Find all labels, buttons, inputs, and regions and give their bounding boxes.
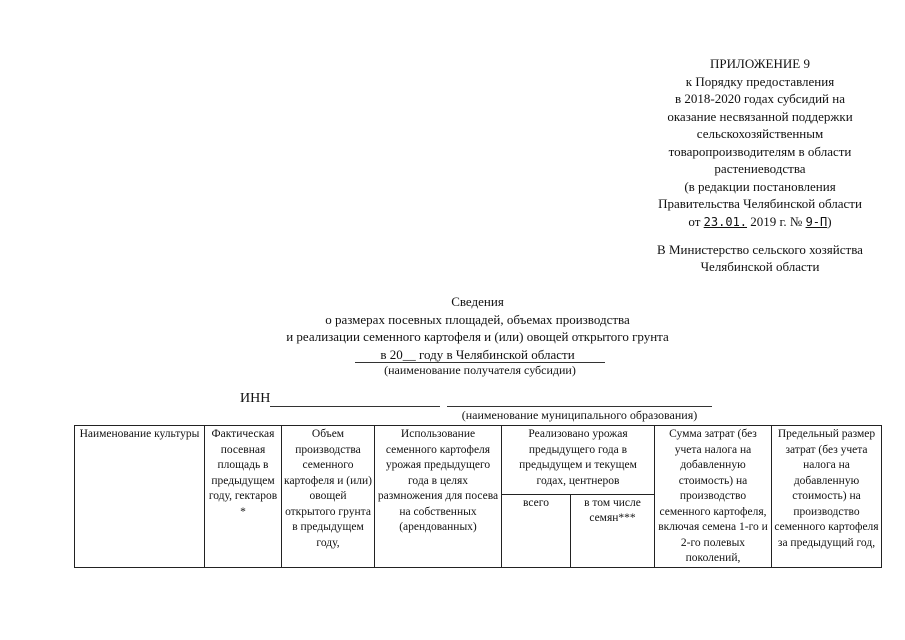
appendix-date-line — [600, 213, 905, 232]
inn-label: ИНН — [240, 391, 271, 406]
data-table — [74, 425, 882, 568]
appendix-line: оказание несвязанной поддержки — [667, 108, 853, 124]
title-line: и реализации семенного картофеля и (или) овощей открытого грунта — [286, 329, 669, 344]
resolution-number: 9-П — [805, 214, 828, 229]
appendix-line: товаропроизводителям в области — [668, 143, 852, 159]
table-header-row — [75, 426, 882, 495]
title-line: о размерах посевных площадей, объемах производства — [325, 311, 630, 327]
header-sold: Реализовано урожая предыдущего года в предыдущем и текущем годах, центнеров — [502, 426, 655, 495]
date-middle: 2019 г. № — [750, 213, 803, 229]
header-volume: Объем производства семенного картофеля и (или) овощей открытого грунта в предыдущем году, — [282, 426, 375, 568]
recipient-label: (наименование получателя субсидии) — [355, 362, 605, 378]
header-sold-total: всего — [502, 494, 571, 567]
document-title — [200, 293, 755, 363]
appendix-line: к Порядку предоставления — [685, 73, 835, 89]
addressee-line: Челябинской области — [700, 259, 820, 274]
appendix-block — [600, 55, 905, 231]
header-usage: Использование семенного картофеля урожая предыдущего года в целях размножения для посева на собственных (арендованных) — [375, 426, 502, 568]
inn-row — [240, 391, 440, 407]
appendix-line: сельскохозяйственным — [696, 126, 824, 141]
appendix-line: Правительства Челябинской области — [658, 196, 862, 211]
appendix-line: (в редакции постановления — [684, 178, 836, 194]
addressee-block — [600, 241, 905, 275]
header-sold-seeds: в том числе семян*** — [571, 494, 655, 567]
header-max-costs: Предельный размер затрат (без учета налога на добавленную стоимость) на производство семенного картофеля за предыдущий год, — [772, 426, 882, 568]
header-costs: Сумма затрат (без учета налога на добавленную стоимость) на производство семенного картофеля, включая семена 1-го и 2-го полевых поколений, — [655, 426, 772, 568]
header-culture: Наименование культуры — [75, 426, 205, 568]
title-line: в 20__ году в Челябинской области — [380, 346, 575, 362]
addressee-line: В Министерство сельского хозяйства — [657, 242, 863, 257]
date-suffix: ) — [827, 213, 832, 229]
date-prefix: от — [688, 213, 701, 229]
date-value: 23.01. — [703, 214, 748, 229]
title-heading: Сведения — [451, 294, 504, 309]
municipality-label: (наименование муниципального образования) — [461, 408, 698, 422]
appendix-line: растениеводства — [714, 161, 806, 176]
inn-field[interactable] — [270, 392, 440, 407]
appendix-title: ПРИЛОЖЕНИЕ 9 — [710, 56, 810, 71]
header-area: Фактическая посевная площадь в предыдущем году, гектаров * — [205, 426, 282, 568]
appendix-line: в 2018-2020 годах субсидий на — [674, 91, 845, 106]
municipality-field[interactable] — [447, 406, 712, 407]
